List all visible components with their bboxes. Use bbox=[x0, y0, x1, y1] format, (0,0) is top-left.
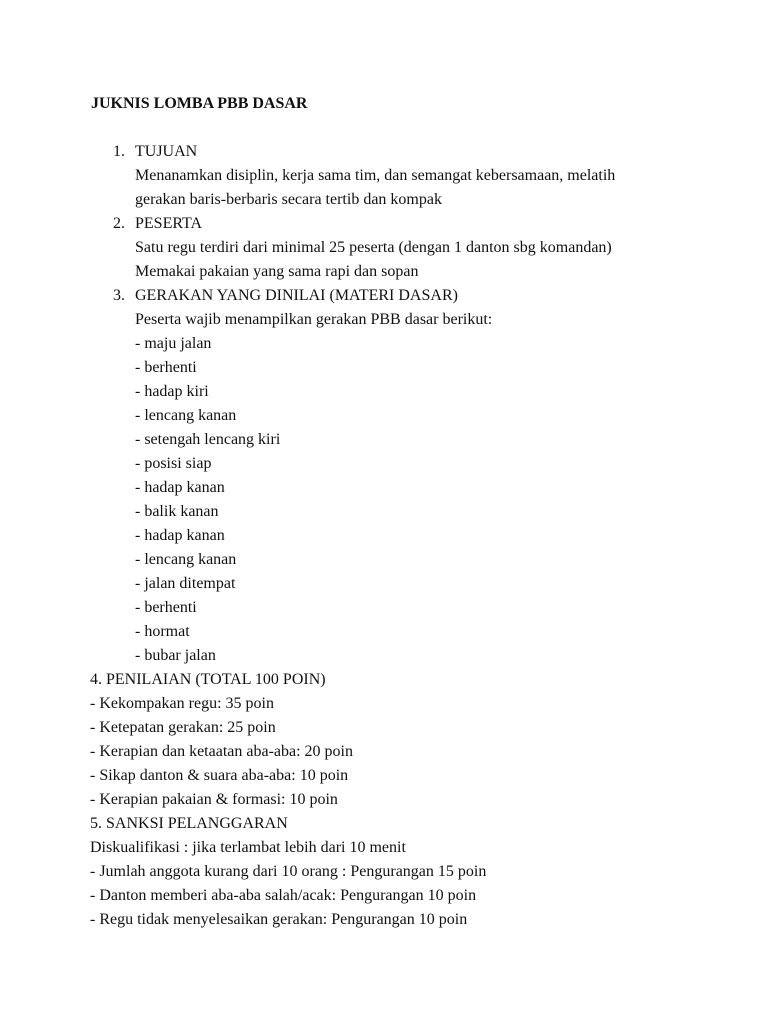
section-number: 3. bbox=[113, 287, 125, 304]
list-item: - jalan ditempat bbox=[135, 575, 236, 592]
document-body bbox=[0, 140, 768, 932]
list-item: - hadap kiri bbox=[135, 383, 209, 400]
section-4-heading: 4. PENILAIAN (TOTAL 100 POIN) bbox=[90, 671, 326, 688]
list-item: - Kekompakan regu: 35 poin bbox=[90, 695, 274, 712]
list-item: - hadap kanan bbox=[135, 527, 225, 544]
paragraph-line: Peserta wajib menampilkan gerakan PBB dasar berikut: bbox=[135, 311, 493, 328]
section-number: 1. bbox=[113, 143, 125, 160]
list-item: - Ketepatan gerakan: 25 poin bbox=[90, 719, 276, 736]
list-item: - maju jalan bbox=[135, 335, 212, 352]
section-5-heading: 5. SANKSI PELANGGARAN bbox=[90, 815, 288, 832]
paragraph-line: Menanamkan disiplin, kerja sama tim, dan semangat kebersamaan, melatih bbox=[135, 167, 616, 184]
section-2-heading bbox=[0, 212, 768, 236]
section-heading-text: TUJUAN bbox=[135, 143, 198, 160]
list-item: Diskualifikasi : jika terlambat lebih dari 10 menit bbox=[90, 839, 406, 856]
section-heading-text: GERAKAN YANG DINILAI (MATERI DASAR) bbox=[135, 287, 458, 304]
paragraph-line: gerakan baris-berbaris secara tertib dan kompak bbox=[135, 191, 442, 208]
section-number: 2. bbox=[113, 215, 125, 232]
section-heading-text: PESERTA bbox=[135, 215, 203, 232]
list-item: - berhenti bbox=[135, 599, 197, 616]
paragraph-line: Satu regu terdiri dari minimal 25 peserta (dengan 1 danton sbg komandan) bbox=[135, 239, 612, 256]
section-1-heading bbox=[0, 140, 768, 164]
list-item: - Danton memberi aba-aba salah/acak: Pengurangan 10 poin bbox=[90, 887, 477, 904]
list-item: - lencang kanan bbox=[135, 551, 237, 568]
document-title: JUKNIS LOMBA PBB DASAR bbox=[91, 95, 308, 112]
list-item: - berhenti bbox=[135, 359, 197, 376]
list-item: - Jumlah anggota kurang dari 10 orang : Pengurangan 15 poin bbox=[90, 863, 487, 880]
section-3-heading bbox=[0, 284, 768, 308]
list-item: - Kerapian pakaian & formasi: 10 poin bbox=[90, 791, 338, 808]
list-item: - posisi siap bbox=[135, 455, 212, 472]
list-item: - Kerapian dan ketaatan aba-aba: 20 poin bbox=[90, 743, 353, 760]
list-item: - lencang kanan bbox=[135, 407, 237, 424]
list-item: - hadap kanan bbox=[135, 479, 225, 496]
paragraph-line: Memakai pakaian yang sama rapi dan sopan bbox=[135, 263, 419, 280]
list-item: - bubar jalan bbox=[135, 647, 216, 664]
list-item: - Regu tidak menyelesaikan gerakan: Pengurangan 10 poin bbox=[90, 911, 468, 928]
list-item: - balik kanan bbox=[135, 503, 219, 520]
list-item: - Sikap danton & suara aba-aba: 10 poin bbox=[90, 767, 349, 784]
list-item: - hormat bbox=[135, 623, 190, 640]
list-item: - setengah lencang kiri bbox=[135, 431, 281, 448]
